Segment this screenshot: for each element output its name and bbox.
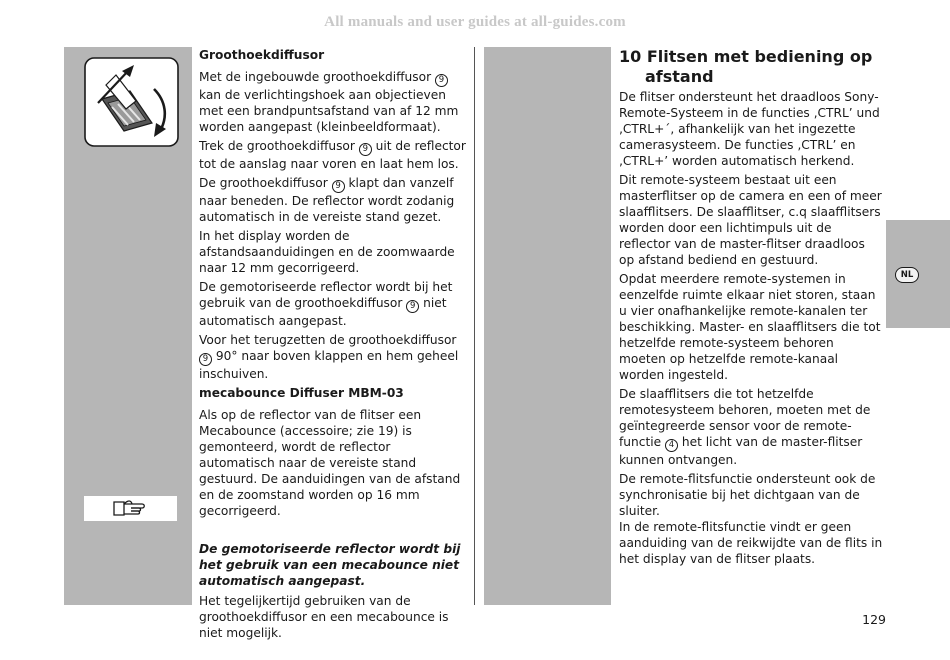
text-run: 90° naar boven klappen en hem geheel inschuiven. <box>199 349 459 381</box>
text-run: De gemotoriseerde reflector wordt bij het gebruik van de groothoekdiffusor <box>199 280 453 310</box>
text-run: het licht van de master-flitser kunnen ontvangen. <box>619 435 863 467</box>
text-run: niet automatisch aangepast. <box>199 296 447 328</box>
pointing-hand-icon <box>84 496 177 521</box>
text-run: Met de ingebouwde groothoekdiffusor <box>199 70 432 84</box>
paragraph: In het display worden de afstandsaanduidingen en de zoomwaarde naar 12 mm gecorrigeerd. <box>199 229 455 275</box>
paragraph <box>199 175 467 225</box>
reference-number-9: 9 <box>359 143 372 156</box>
right-text-column <box>619 47 883 570</box>
section-heading-groothoekdiffusor: Groothoekdiffusor <box>199 48 325 62</box>
left-text-column <box>199 47 467 644</box>
paragraph: De remote-flitsfunctie ondersteunt ook de synchronisatie bij het dichtgaan van de sluiter. <box>619 472 876 518</box>
reference-number-9: 9 <box>406 300 419 313</box>
chapter-title: 10 Flitsen met bediening op afstand <box>619 47 873 86</box>
paragraph: Opdat meerdere remote-systemen in eenzelfde ruimte elkaar niet storen, staan u vier onafhankelijke remote-kanalen ter beschikking. Master- en slaafflitsers die tot hetzelfde remote-systeem behoren moeten op hetzelfde remote-kanaal worden ingesteld. <box>619 272 881 382</box>
paragraph: Als op de reflector van de flitser een Mecabounce (accessoire; zie 19) is gemonteerd, wordt de reflector automatisch naar de vereiste stand gestuurd. De aanduidingen van de afstand en de zoomstand worden op 16 mm gecorrigeerd. <box>199 408 461 518</box>
reference-number-4: 4 <box>665 439 678 452</box>
reference-number-9: 9 <box>199 353 212 366</box>
page-number: 129 <box>862 612 886 627</box>
watermark: All manuals and user guides at all-guides.com <box>324 14 626 30</box>
text-run: Trek de groothoekdiffusor <box>199 139 355 153</box>
paragraph <box>199 138 467 172</box>
text-run: klapt dan vanzelf naar beneden. De reflector wordt zodanig automatisch in de vereiste stand gezet. <box>199 176 455 224</box>
column-divider <box>474 47 475 605</box>
middle-margin-band <box>484 47 611 605</box>
paragraph: Dit remote-systeem bestaat uit een masterflitser op de camera en een of meer slaafflitsers. De slaafflitser, c.q slaafflitsers worden door een lichtimpuls uit de reflector van de master-flitser draadloos op afstand bediend en gestuurd. <box>619 173 882 267</box>
section-heading-mecabounce: mecabounce Diffuser MBM-03 <box>199 386 404 400</box>
paragraph <box>199 279 467 329</box>
paragraph <box>199 332 467 382</box>
text-run: kan de verlichtingshoek aan objectieven met een brandpuntsafstand van af 12 mm worden aangepast (kleinbeeldformaat). <box>199 88 459 134</box>
text-run: uit de reflector tot de aanslag naar voren en laat hem los. <box>199 139 466 171</box>
paragraph: De flitser ondersteunt het draadloos Sony-Remote-Systeem in de functies ‚CTRL’ und ‚CTRL+´, afhankelijk van het ingezette camerasysteem. De functies ‚CTRL’ en ‚CTRL+’ worden automatisch herkend. <box>619 90 880 168</box>
reference-number-9: 9 <box>332 180 345 193</box>
note-text: De gemotoriseerde reflector wordt bij het gebruik van een mecabounce niet automatisch aangepast. <box>199 542 461 588</box>
text-run: De slaafflitsers die tot hetzelfde remotesysteem behoren, moeten met de geïntegreerde sensor voor de remote-functie <box>619 387 871 449</box>
paragraph: In de remote-flitsfunctie vindt er geen aanduiding van de reikwijdte van de flits in het display van de flitser plaats. <box>619 520 883 566</box>
language-badge: NL <box>895 267 919 283</box>
paragraph: Het tegelijkertijd gebruiken van de groothoekdiffusor en een mecabounce is niet mogelijk. <box>199 594 449 640</box>
text-run: Voor het terugzetten de groothoekdiffusor <box>199 333 457 347</box>
text-run: De groothoekdiffusor <box>199 176 328 190</box>
paragraph <box>619 386 883 468</box>
reference-number-9: 9 <box>435 74 448 87</box>
paragraph <box>199 69 467 135</box>
wide-angle-diffuser-illustration <box>84 57 179 147</box>
